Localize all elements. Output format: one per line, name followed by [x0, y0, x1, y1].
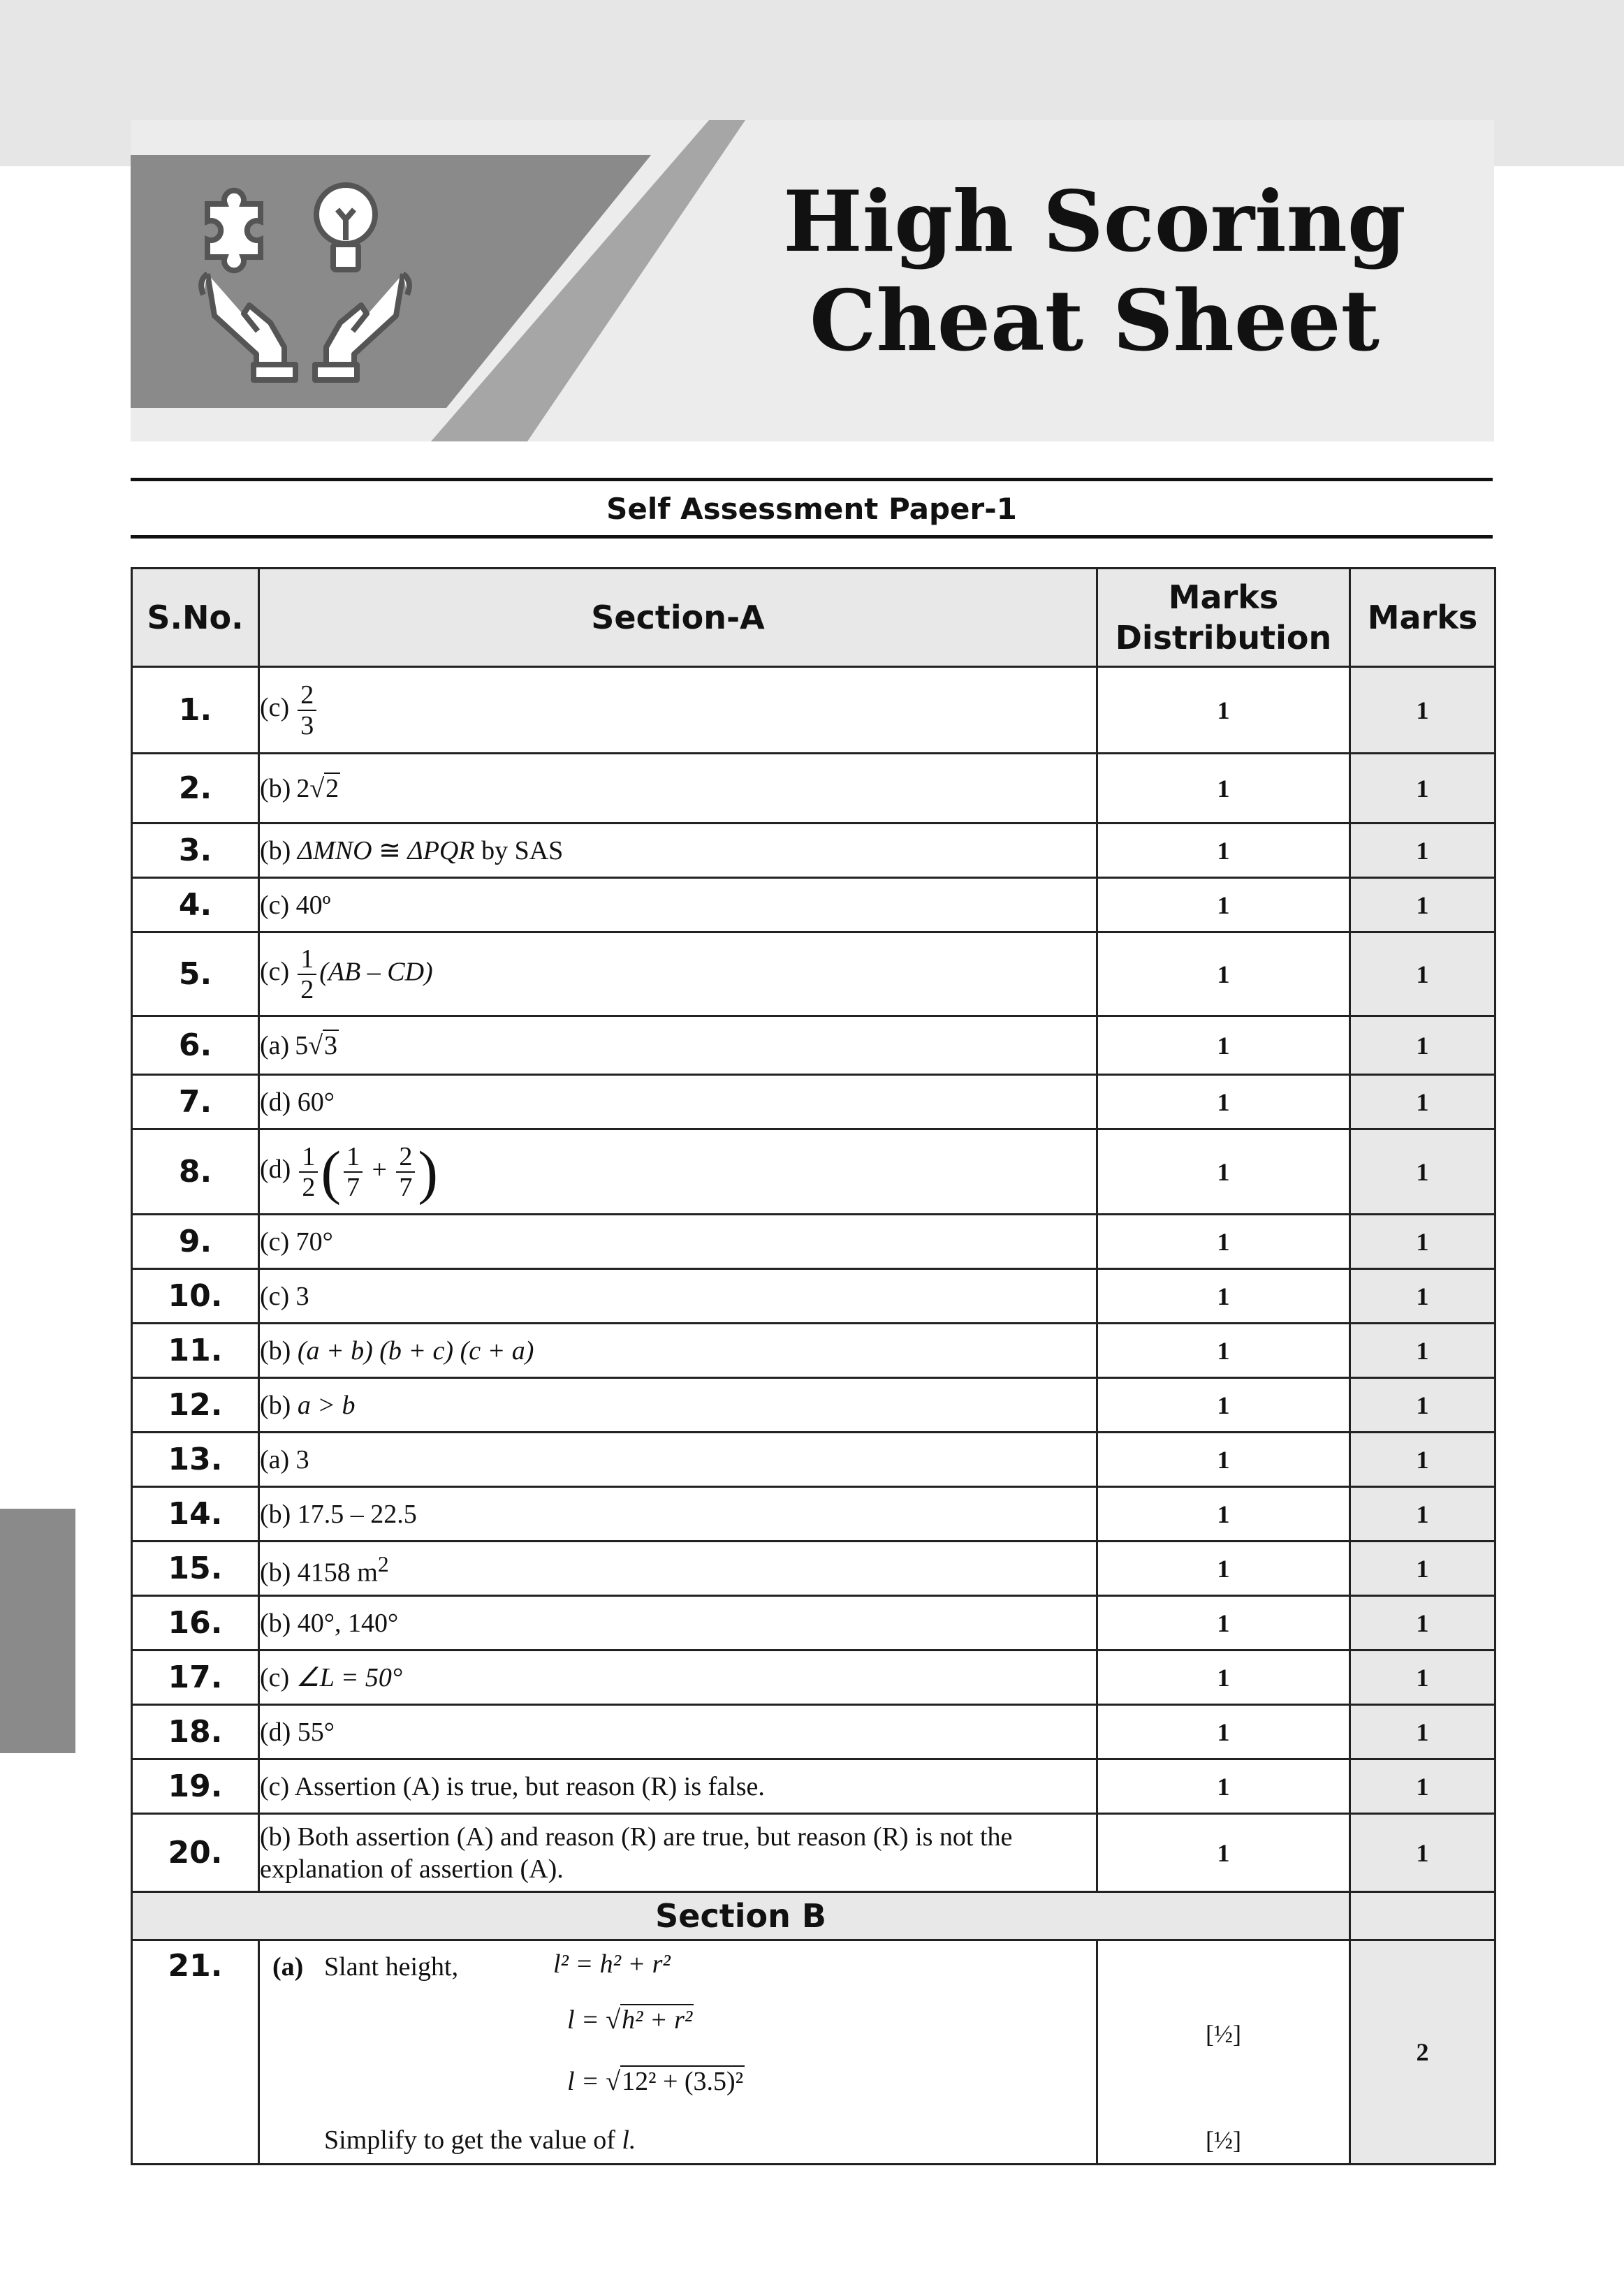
answer-cell: (c) Assertion (A) is true, but reason (R) is false. [259, 1759, 1097, 1814]
table-row: 12. (b) a > b 1 1 [132, 1378, 1495, 1433]
lightbulb-icon [316, 185, 375, 270]
marks-distribution-cell: [½] [½] [1097, 1940, 1350, 2165]
answer-cell: (c) 3 [259, 1269, 1097, 1324]
section-b-title: Section B [132, 1892, 1350, 1940]
answer-cell: (b) a > b [259, 1378, 1097, 1433]
answer-cell: (b) 4158 $m^2$ [259, 1542, 1097, 1596]
side-tab [0, 1509, 75, 1753]
paper-title: Self Assessment Paper-1 [606, 492, 1017, 526]
page-title [745, 173, 1444, 371]
answer-cell: (d) 60° [259, 1075, 1097, 1129]
table-row: 10. (c) 3 1 1 [132, 1269, 1495, 1324]
answer-cell: (a) Slant height, l² = h² + r² l = √h² + r² l = √12² + (3.5)² Simplify to get the value of l. [259, 1940, 1097, 2165]
table-row: 19. (c) Assertion (A) is true, but reason (R) is false. 1 1 [132, 1759, 1495, 1814]
open-hand-right-icon [315, 274, 409, 380]
answer-cell: (d) $\frac{1}{2}$ ( $\frac{1}{7}$ + $\frac{2}{7}$ ) [259, 1129, 1097, 1215]
answer-cell: (c) $\frac{2}{3}$ [259, 667, 1097, 754]
fraction: $\frac{1}{2}$ [299, 1142, 318, 1202]
answer-cell: (c) $\frac{1}{2}$ (AB – CD) [259, 932, 1097, 1016]
table-row: 18. (d) 55° 1 1 [132, 1705, 1495, 1759]
table-row: 3. (b) ΔMNO ≅ ΔPQR by SAS 1 1 [132, 823, 1495, 878]
fraction: $\frac{2}{3}$ [298, 680, 316, 740]
table-row: 14. (b) 17.5 – 22.5 1 1 [132, 1487, 1495, 1542]
rule-top [131, 478, 1493, 481]
table-row: 13. (a) 3 1 1 [132, 1433, 1495, 1487]
table-row: 11. (b) (a + b) (b + c) (c + a) 1 1 [132, 1324, 1495, 1378]
fraction: $\frac{1}{2}$ [298, 944, 316, 1004]
table-row: 20. (b) Both assertion (A) and reason (R) are true, but reason (R) is not the explanation of assertion (A). 1 1 [132, 1814, 1495, 1892]
idea-hands-icon [193, 176, 417, 386]
answer-cell: (a) 3 [259, 1433, 1097, 1487]
table-header-row [132, 569, 1495, 667]
header-marks: Marks [1350, 569, 1495, 667]
table-row-21: 21. (a) Slant height, l² = h² + r² l = √h² + r² l = √12² + (3.5)² Simplify to get the value of l. [½] [½] 2 [132, 1940, 1495, 2165]
table-row: 9. (c) 70° 1 1 [132, 1215, 1495, 1269]
header-section-a: Section-A [259, 569, 1097, 667]
rule-bottom [131, 535, 1493, 539]
answer-cell: (d) 55° [259, 1705, 1097, 1759]
answer-cell: (b) Both assertion (A) and reason (R) are true, but reason (R) is not the explanation of assertion (A). [259, 1814, 1097, 1892]
answer-cell: (b) ΔMNO ≅ ΔPQR by SAS [259, 823, 1097, 878]
table-row: 16. (b) 40°, 140° 1 1 [132, 1596, 1495, 1650]
open-hand-left-icon [201, 274, 295, 380]
answer-cell: (a) 5√3 [259, 1016, 1097, 1075]
table-row: 5. (c) $\frac{1}{2}$ (AB – CD) 1 1 [132, 932, 1495, 1016]
table-row: 1. (c) $\frac{2}{3}$ 1 1 [132, 667, 1495, 754]
answer-cell: (b) (a + b) (b + c) (c + a) [259, 1324, 1097, 1378]
answer-cell: (c) 70° [259, 1215, 1097, 1269]
title-line-1: High Scoring [783, 173, 1406, 271]
section-b-row [132, 1892, 1495, 1940]
table-row: 8. (d) $\frac{1}{2}$ ( $\frac{1}{7}$ + $\frac{2}{7}$ ) 1 1 [132, 1129, 1495, 1215]
table-row: 15. (b) 4158 $m^2$ 1 1 [132, 1542, 1495, 1596]
answer-cell: (b) 40°, 140° [259, 1596, 1097, 1650]
table-row: 7. (d) 60° 1 1 [132, 1075, 1495, 1129]
answer-cell: (c) 40º [259, 878, 1097, 932]
answer-table [131, 567, 1496, 2165]
table-row: 6. (a) 5√3 1 1 [132, 1016, 1495, 1075]
table-row: 17. (c) ∠L = 50° 1 1 [132, 1650, 1495, 1705]
header-marks-distribution: Marks Distribution [1097, 569, 1350, 667]
answer-cell: (b) 17.5 – 22.5 [259, 1487, 1097, 1542]
title-line-2: Cheat Sheet [809, 272, 1380, 370]
table-row: 2. (b) 2√2 1 1 [132, 754, 1495, 823]
header-sno: S.No. [132, 569, 259, 667]
table-row: 4. (c) 40º 1 1 [132, 878, 1495, 932]
puzzle-piece-icon [207, 191, 261, 270]
header-banner [131, 120, 1494, 441]
answer-cell: (b) 2√2 [259, 754, 1097, 823]
answer-cell: (c) ∠L = 50° [259, 1650, 1097, 1705]
